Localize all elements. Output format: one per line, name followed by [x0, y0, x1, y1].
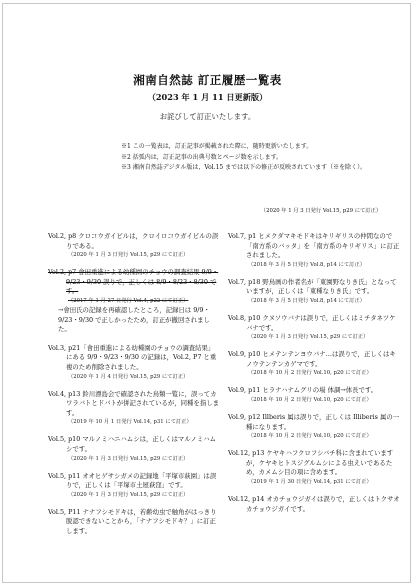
- document-page: [2, 3, 411, 583]
- correction-source: （2020 年 1 月 4 日発行 Vol.15, p29 にて訂正）: [68, 373, 189, 380]
- correction-text: Vol.3, p21「會田重進による幼種園のチョウの調査結果」にある 9/9・9/23・9/30 の記録は，Vol.2, P7 と重複のため削除されました。: [48, 343, 217, 371]
- correction-text: Vol.12, p14 オカチョウジガイは誤りで，正しくはトクサオカチョウジガイです。: [228, 494, 400, 513]
- document-title: 湘南自然誌 訂正履歴一覧表: [133, 73, 282, 87]
- correction-source: （2018 年 3 月 5 日発行 Vol.8, p14 にて訂正）: [248, 261, 366, 268]
- correction-entry: [228, 495, 400, 514]
- correction-text: Vol.5, p11 オオヒゲサシガメの記録地「平塚市萩園」は誤りで，正しくは「平塚市土屋萩窪」です。: [48, 471, 217, 490]
- correction-entry: [228, 449, 400, 486]
- correction-text: Vol.7, p18 野鳥画の作者名が「東園野なりき氏」となっていますが，正しくは「東種なりき氏」です。: [228, 277, 397, 296]
- correction-text: Vol.9, p11 ヒラナハナムグリの場 体調→体長です。: [228, 386, 378, 395]
- correction-source: （2018 年 10 月 2 日発行 Vol.10, p20 にて訂正）: [248, 433, 372, 440]
- right-column: [228, 207, 400, 523]
- right-column-header: （2020 年 1 月 3 日発行 Vol.15, p29 にて訂正）: [260, 208, 382, 214]
- left-column: [48, 207, 220, 545]
- correction-entry: [228, 413, 400, 440]
- correction-entry: [48, 268, 220, 335]
- correction-entry: [228, 314, 400, 341]
- correction-entry: [48, 344, 220, 381]
- correction-source: （2020 年 1 月 3 日発行 Vol.15, p29 にて訂正）: [248, 334, 369, 341]
- correction-source: （2020 年 1 月 3 日発行 Vol.15, p29 にて訂正）: [68, 491, 189, 498]
- correction-text: Vol.7, p1 ヒメクダマキモドキはキリギリスの仲間なので「南方系のバッタ」を「南方系のキリギリス」に訂正されました。: [228, 232, 400, 260]
- correction-text: Vol.5, p10 マルノミハニハムシは，正しくはマルノミハムシです。: [48, 435, 217, 453]
- left-column-header: [48, 207, 220, 232]
- correction-text: Vol.2, p8 クロコウガイビルは，クロイロコウガイビルの誤りである。: [48, 232, 219, 250]
- correction-text: Vol.5, P11 ナナフシモドキは，若齢幼虫で触角がはっきり脱認できないことから，「ナナフシモドキ？」に訂正します。: [48, 507, 217, 535]
- correction-text: Vol.8, p10 クヌソウバナは誤りで，正しくはミチタネツケバナです。: [228, 313, 396, 332]
- correction-entry: [48, 390, 220, 427]
- correction-text: Vol.12, p13 ケヤキハフクロフシバチ科に含まれていますが，ケヤキヒトスジグルムシによる虫えいであるため，カメムシ目の項に含めます。: [228, 449, 394, 477]
- correction-text: Vol.4, p13 鈴川漂島会で確認された鳥類一覧に，誤ってカワラバトとドバトが併記されているが，同種を指します。: [48, 389, 219, 417]
- correction-source: （2018 年 3 月 5 日発行 Vol.8, p14 にて訂正）: [248, 297, 366, 304]
- correction-entry: [228, 278, 400, 305]
- correction-text: Vol.9, p10 ヒメテンテンヨウバナ…は誤りで，正しくはキノウテンテンカゲマです。: [228, 350, 396, 368]
- notes-block: [121, 142, 391, 174]
- note-1: ※1 この一覧表は，訂正記事が掲載された際に，随時更新いたします。: [121, 143, 313, 150]
- correction-source: （2020 年 1 月 3 日発行 Vol.15, p29 にて訂正）: [68, 455, 189, 462]
- correction-source: （2020 年 1 月 3 日発行 Vol.15, p29 にて訂正）: [68, 252, 189, 259]
- correction-source: （2017 年 1 月 27 日発行 Vol.4, p22 にて訂正）: [68, 297, 189, 304]
- correction-source: （2019 年 10 月 1 日発行 Vol.14, p31 にて訂正）: [68, 419, 192, 426]
- apology-text: お詫びして訂正いたします。: [159, 112, 256, 121]
- retraction-note: →會田氏の記録を再確認したところ，記録日は 9/9・9/23・9/30 で正しかったため，訂正が撤回されました。: [58, 305, 210, 334]
- note-3: ※3 湘南自然誌デジタル版は，Vol.15 までは以下の修正が反映されています（※を除く）。: [121, 164, 367, 171]
- correction-text: Vol.9, p12 Illberis 属は誤りで，正しくは Illiberis 属の一種になります。: [228, 412, 400, 431]
- correction-text: Vol.2, p7 會田重進による幼種園のチョウの調査結果 9/9・9/23・9/30 誤りで，正しくは 8/9・8/23・8/30 です。: [48, 268, 219, 296]
- correction-source: （2018 年 10 月 2 日発行 Vol.10, p20 にて訂正）: [248, 370, 372, 377]
- correction-entry: [48, 435, 220, 462]
- correction-entry: [48, 508, 220, 537]
- correction-entry: [228, 386, 400, 404]
- correction-entry: [48, 232, 220, 259]
- note-2: ※2 括弧内は，訂正記事の出典号数とページ数を示します。: [121, 153, 283, 161]
- correction-entry: [48, 472, 220, 499]
- correction-entry: [228, 350, 400, 377]
- correction-source: （2019 年 1 月 30 日発行 Vol.14, p31 にて訂正）: [248, 478, 372, 485]
- correction-entry: [228, 232, 400, 269]
- document-subtitle: （2023 年 1 月 11 日更新版）: [147, 92, 268, 102]
- correction-source: （2018 年 10 月 2 日発行 Vol.10, p20 にて訂正）: [248, 396, 372, 403]
